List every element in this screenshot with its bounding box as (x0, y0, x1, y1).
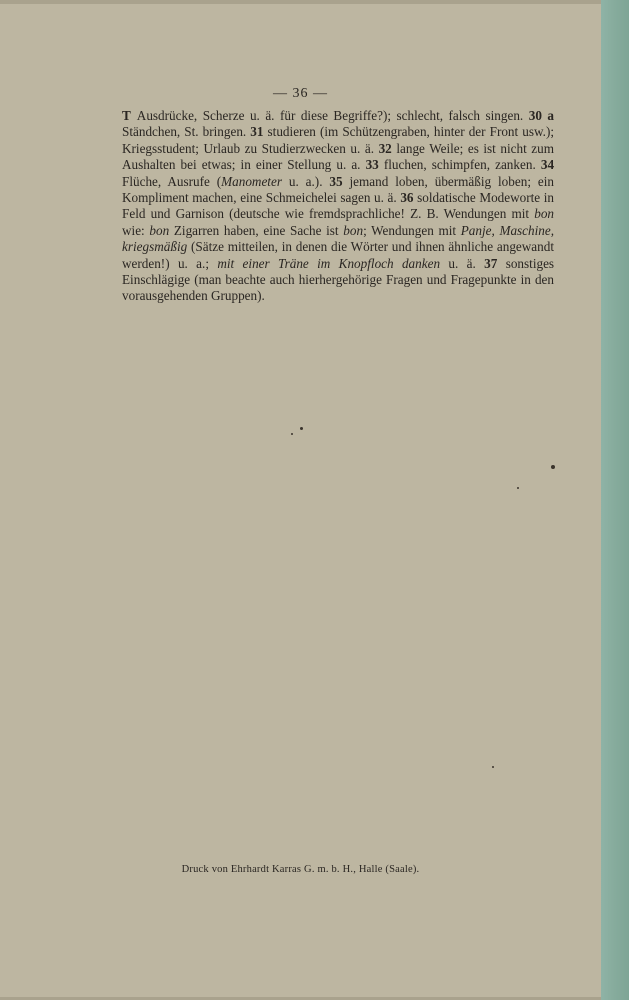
italic-term: bon (343, 222, 364, 238)
text-segment: Ausdrücke, Scherze u. ä. für diese Begriffe?); schlecht, falsch singen. (136, 108, 524, 123)
text-segment: wie: (122, 222, 145, 238)
italic-term: Panje, Maschine, kriegsmäßig (122, 222, 555, 255)
body-paragraph (122, 108, 554, 305)
item-number: 32 (378, 140, 392, 156)
text-segment: studieren (im Schützengraben, hinter der Front usw.); Kriegsstudent; Urlaub zu Studierzwecken u. ä. (122, 124, 555, 156)
italic-term: mit einer Träne im Knopfloch danken (217, 255, 441, 271)
page-number: — 36 — (273, 86, 328, 101)
item-number: 33 (365, 157, 379, 173)
text-segment: u. a.). (288, 173, 323, 189)
text-segment: u. ä. (448, 255, 476, 271)
text-segment: ; Wendungen mit (363, 222, 457, 238)
item-number: 35 (329, 173, 343, 189)
item-number: 31 (250, 124, 264, 140)
cover-edge (601, 0, 629, 1000)
text-segment: (Sätze mitteilen, in denen die Wörter und ihnen ähnliche angewandt werden!) u. a.; (122, 239, 554, 271)
italic-term: bon (149, 222, 170, 238)
text-segment: jemand loben, übermäßig loben; ein Kompliment machen, eine Schmeichelei sagen u. ä. (122, 173, 554, 206)
text-segment: lange Weile; es ist nicht zum Aushalten bei etwas; in einer Stellung u. a. (122, 140, 555, 173)
text-segment: Zigarren haben, eine Sache ist (173, 222, 339, 238)
paper-speck (492, 766, 494, 768)
text-segment: Flüche, Ausrufe ( (122, 173, 222, 189)
paper-speck (551, 465, 555, 469)
item-number: 37 (484, 255, 498, 271)
text-segment: soldatische Modeworte in Feld und Garnison (deutsche wie fremdsprachliche! Z. B. Wendungen mit (122, 190, 555, 222)
italic-term: bon (534, 206, 554, 222)
paper-speck (291, 433, 293, 435)
page-top-edge (0, 0, 601, 4)
printer-imprint: Druck von Ehrhardt Karras G. m. b. H., Halle (Saale). (181, 864, 420, 875)
section-letter: T (122, 108, 131, 123)
italic-term: Manometer (221, 173, 282, 189)
item-number: 36 (400, 190, 414, 206)
paper-speck (300, 427, 303, 430)
item-number: 30 a (528, 108, 555, 123)
text-segment: sonstiges Einschlägige (man beachte auch hierhergehörige Fragen und Fragepunkte in den vorausgehenden Gruppen). (122, 255, 555, 304)
text-segment: Ständchen, St. bringen. (122, 124, 247, 140)
text-segment: fluchen, schimpfen, zanken. (383, 157, 536, 173)
item-number: 34 (540, 157, 555, 173)
paper-speck (517, 487, 519, 489)
